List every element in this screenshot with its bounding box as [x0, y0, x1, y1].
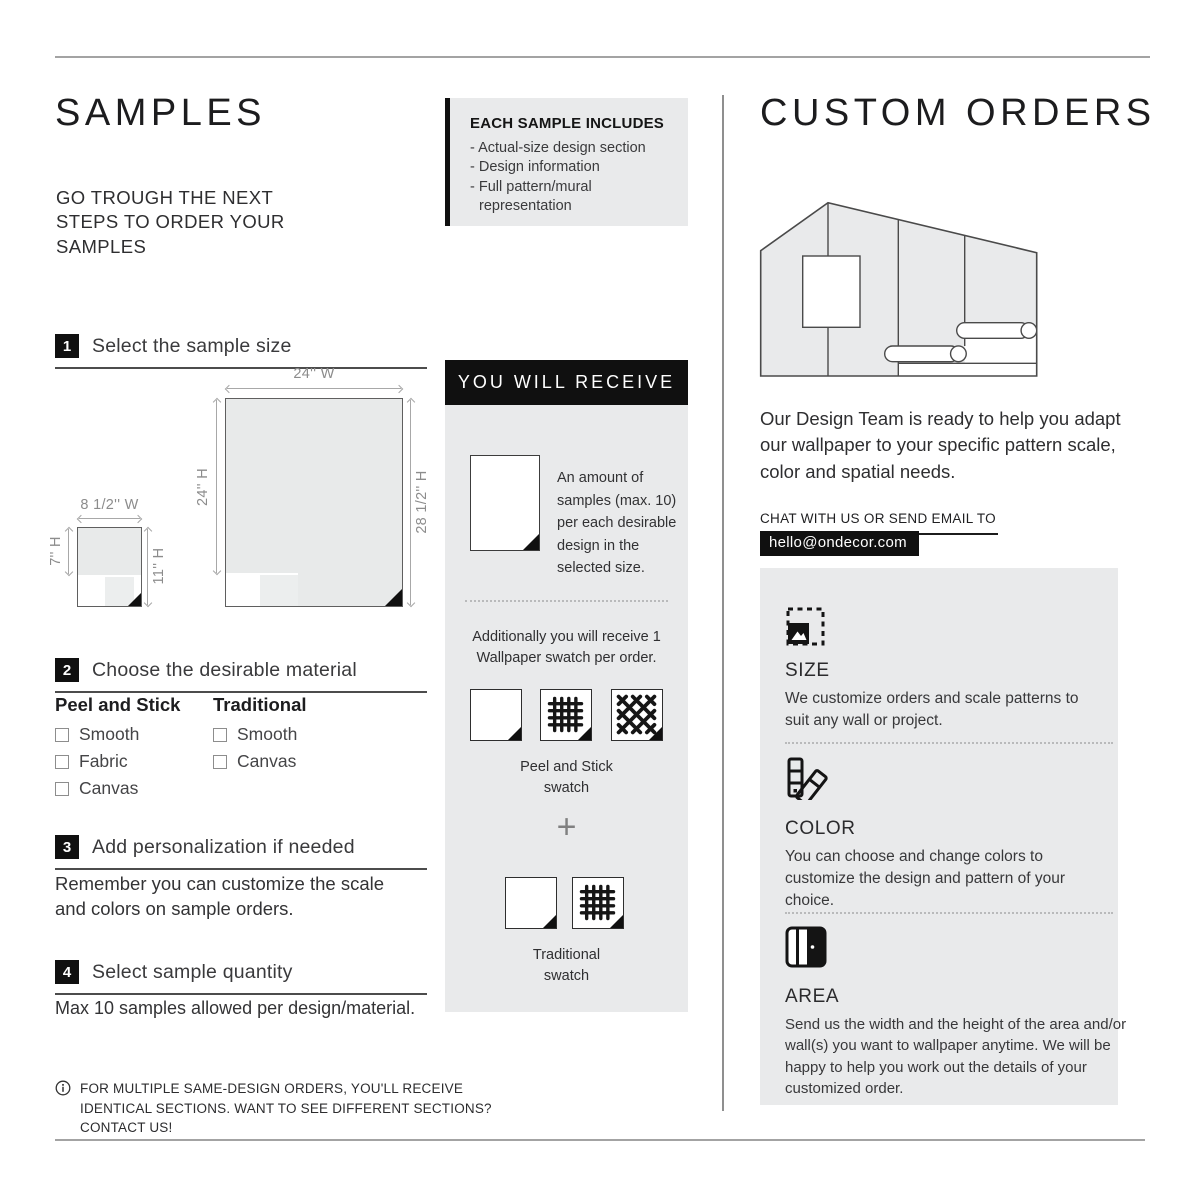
- column-divider: [722, 95, 724, 1111]
- swatch-plain-icon: [470, 689, 522, 741]
- material-peel-column: [55, 694, 180, 805]
- large-height-full-label: 28 1/2'' H: [414, 470, 430, 534]
- grid-pattern-icon: [541, 690, 590, 739]
- size-section-title: SIZE: [785, 660, 830, 681]
- samples-amount-text: An amount of samples (max. 10) per each desirable design in the selected size.: [557, 470, 677, 577]
- resize-image-icon: [785, 606, 827, 648]
- additional-swatch-caption: [445, 627, 688, 669]
- you-will-receive-title: YOU WILL RECEIVE: [457, 372, 676, 392]
- option-label: Smooth: [237, 724, 298, 744]
- step-4-number: 4: [55, 960, 79, 984]
- additional-swatch-text: Additionally you will receive 1 Wallpaper swatch per order.: [472, 629, 661, 667]
- small-width-label: 8 1/2'' W: [80, 497, 139, 513]
- small-width-dim-line: [79, 518, 140, 519]
- material-traditional-column: [213, 694, 307, 778]
- swatch-plain-icon: [505, 877, 557, 929]
- checkbox-traditional-canvas[interactable]: [213, 755, 227, 769]
- step-2-header: [55, 658, 427, 693]
- large-width-dim-line: [227, 388, 401, 389]
- plus-sign: +: [556, 808, 577, 846]
- swatch-grid-icon: [572, 877, 624, 929]
- small-height-full-label: 11'' H: [151, 547, 167, 585]
- checkbox-traditional-smooth[interactable]: [213, 728, 227, 742]
- large-sample-sheet: [225, 398, 403, 607]
- material-option-row: [55, 751, 180, 772]
- traditional-swatch-label: Traditional swatch: [532, 947, 601, 985]
- large-width-label: 24'' W: [293, 366, 335, 382]
- checkbox-peel-fabric[interactable]: [55, 755, 69, 769]
- option-label: Canvas: [237, 751, 297, 771]
- crosshatch-pattern-icon: [612, 690, 661, 739]
- color-section-text: You can choose and change colors to customize the design and pattern of your choice.: [785, 848, 1066, 909]
- email-row: [760, 531, 919, 556]
- samples-subtitle: GO TROUGH THE NEXT STEPS TO ORDER YOUR SAMPLES: [56, 187, 285, 257]
- wallpaper-roll-icon: [885, 346, 967, 362]
- section-divider: [785, 742, 1113, 744]
- material-option-row: [55, 778, 180, 799]
- area-section-text: Send us the width and the height of the area and/or wall(s) you want to wallpaper anytime. We will be happy to help you work out the details of your customized order.: [785, 1016, 1127, 1097]
- small-height-design-dim-line: [68, 529, 69, 574]
- small-height-full-dim-line: [147, 529, 148, 605]
- area-section-title: AREA: [785, 986, 840, 1007]
- email-badge[interactable]: hello@ondecor.com: [760, 531, 919, 556]
- step-3-label: Add personalization if needed: [92, 835, 355, 858]
- traditional-swatch-caption: [445, 945, 688, 987]
- small-height-design-label: 7'' H: [48, 536, 64, 566]
- step-3-number: 3: [55, 835, 79, 859]
- peel-swatch-label: Peel and Stick swatch: [520, 759, 613, 797]
- window: [803, 256, 860, 327]
- includes-title: EACH SAMPLE INCLUDES: [470, 115, 665, 132]
- checkbox-peel-smooth[interactable]: [55, 728, 69, 742]
- swatch-grid-icon: [540, 689, 592, 741]
- checkbox-peel-canvas[interactable]: [55, 782, 69, 796]
- large-sample-inner-swatch: [260, 575, 298, 606]
- custom-orders-intro: Our Design Team is ready to help you adapt our wallpaper to your specific pattern scale, color and spatial needs.: [760, 408, 1121, 482]
- includes-item: - Full pattern/mural representation: [470, 178, 674, 217]
- option-label: Smooth: [79, 724, 140, 744]
- material-option-row: [213, 724, 307, 745]
- includes-item: - Actual-size design section: [470, 139, 674, 158]
- option-label: Canvas: [79, 778, 139, 798]
- step-3-note: Remember you can customize the scale and colors on sample orders.: [55, 873, 385, 920]
- material-option-row: [55, 724, 180, 745]
- step-4-header: [55, 960, 427, 995]
- grid-pattern-icon: [573, 878, 622, 927]
- custom-options-panel: [760, 568, 1127, 1105]
- section-divider: [785, 912, 1113, 914]
- wallpapered-wall-illustration: [758, 198, 1040, 380]
- samples-title: SAMPLES: [55, 92, 267, 134]
- option-label: Fabric: [79, 751, 128, 771]
- includes-list: [470, 139, 674, 217]
- step-4-label: Select sample quantity: [92, 960, 293, 983]
- material-option-row: [213, 751, 307, 772]
- step-1-label: Select the sample size: [92, 334, 292, 357]
- step-4-note: Max 10 samples allowed per design/material.: [55, 998, 416, 1018]
- step-1-header: [55, 334, 427, 369]
- swatch-crosshatch-icon: [611, 689, 663, 741]
- footnote-text: FOR MULTIPLE SAME-DESIGN ORDERS, YOU'LL RECEIVE IDENTICAL SECTIONS. WANT TO SEE DIFFERENT SECTIONS? CONTACT US!: [80, 1081, 492, 1136]
- size-section-text: We customize orders and scale patterns to suit any wall or project.: [785, 690, 1079, 729]
- panel-divider: [465, 600, 668, 602]
- footnote: [55, 1079, 525, 1138]
- sample-paper-icon: [470, 455, 540, 551]
- custom-orders-title: CUSTOM ORDERS: [760, 92, 1156, 134]
- info-icon: [55, 1080, 71, 1096]
- bottom-rule: [55, 1139, 1145, 1141]
- step-3-header: [55, 835, 427, 870]
- step-2-label: Choose the desirable material: [92, 658, 357, 681]
- chat-label: CHAT WITH US OR SEND EMAIL TO: [760, 511, 998, 535]
- top-rule: [55, 56, 1150, 58]
- color-section-title: COLOR: [785, 818, 856, 839]
- material-peel-title: Peel and Stick: [55, 694, 181, 715]
- color-swatch-fan-icon: [785, 756, 829, 800]
- you-will-receive-header: [445, 360, 688, 405]
- small-sample-sheet: [77, 527, 142, 607]
- wallpaper-roll-icon: [957, 323, 1037, 339]
- includes-item: - Design information: [470, 158, 674, 177]
- large-height-design-dim-line: [216, 400, 217, 573]
- step-2-number: 2: [55, 658, 79, 682]
- large-height-design-label: 24'' H: [195, 468, 211, 506]
- material-traditional-title: Traditional: [213, 694, 307, 715]
- step-1-number: 1: [55, 334, 79, 358]
- small-sample-inner-swatch: [105, 577, 134, 606]
- you-will-receive-panel: [445, 405, 688, 1012]
- each-sample-includes-box: [445, 98, 688, 226]
- wall-panels-icon: [785, 926, 827, 968]
- peel-swatch-caption: [445, 757, 688, 799]
- large-height-full-dim-line: [410, 400, 411, 605]
